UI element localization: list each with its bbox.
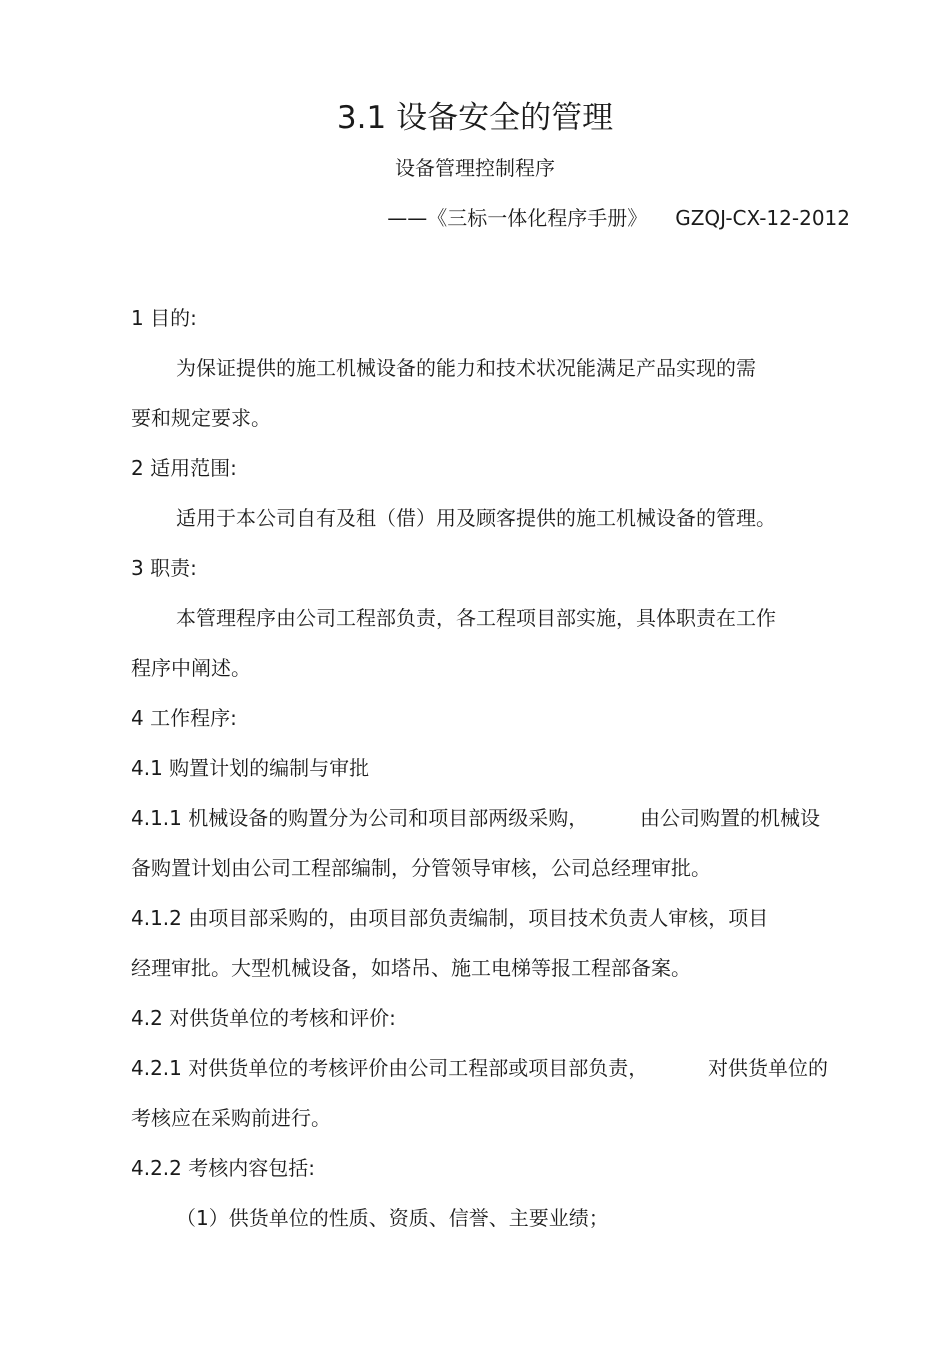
section-4-2-heading: 4.2 对供货单位的考核和评价: [131,1006,396,1030]
section-4-1-2-line-2: 经理审批。大型机械设备，如塔吊、施工电梯等报工程部备案。 [131,956,691,980]
section-4-2-1-line-1a: 4.2.1 对供货单位的考核评价由公司工程部或项目部负责， [131,1056,649,1080]
section-1-text-line-1: 为保证提供的施工机械设备的能力和技术状况能满足产品实现的需 [176,356,756,380]
source-manual: ——《三标一体化程序手册》 [387,206,648,230]
section-4-1-1-line-1a: 4.1.1 机械设备的购置分为公司和项目部两级采购， [131,806,589,830]
section-4-2-2-heading: 4.2.2 考核内容包括: [131,1156,315,1180]
section-4-1-1-line-1b: 由公司购置的机械设 [640,806,820,830]
section-4-2-2-item-1: （1）供货单位的性质、资质、信誉、主要业绩； [176,1206,609,1230]
section-4-1-heading: 4.1 购置计划的编制与审批 [131,756,370,780]
section-4-heading: 4 工作程序: [131,706,237,730]
section-3-text-line-2: 程序中阐述。 [131,656,251,680]
section-1-text-line-2: 要和规定要求。 [131,406,271,430]
section-3-text-line-1: 本管理程序由公司工程部负责，各工程项目部实施，具体职责在工作 [176,606,776,630]
section-3-heading: 3 职责: [131,556,197,580]
document-source [387,205,850,231]
section-2-heading: 2 适用范围: [131,456,237,480]
page-title: 3.1 设备安全的管理 [336,100,614,136]
section-4-2-1-line-1b: 对供货单位的 [708,1056,828,1080]
section-4-1-1-line-2: 备购置计划由公司工程部编制，分管领导审核，公司总经理审批。 [131,856,711,880]
page-subtitle: 设备管理控制程序 [395,156,555,180]
source-code: GZQJ-CX-12-2012 [675,206,850,230]
section-1-heading: 1 目的: [131,306,197,330]
section-4-2-1-line-2: 考核应在采购前进行。 [131,1106,331,1130]
section-4-1-2-line-1: 4.1.2 由项目部采购的，由项目部负责编制，项目技术负责人审核，项目 [131,906,769,930]
section-2-text-line-1: 适用于本公司自有及租（借）用及顾客提供的施工机械设备的管理。 [176,506,776,530]
